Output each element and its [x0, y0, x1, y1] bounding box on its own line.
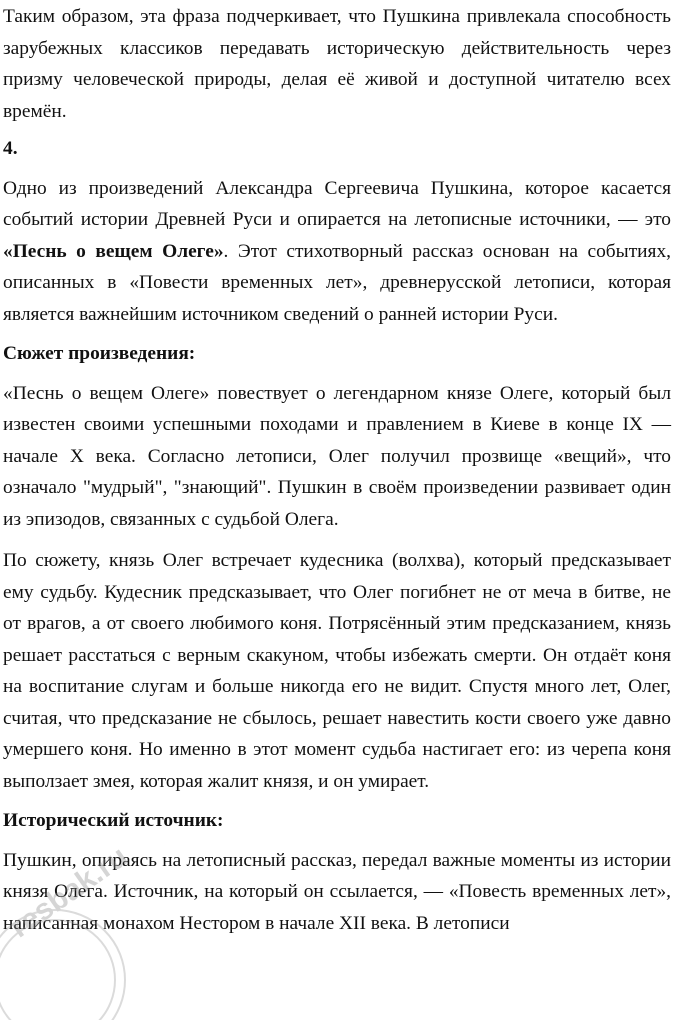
plot-heading: Сюжет произведения:: [3, 343, 196, 364]
source-heading: Исторический источник:: [3, 810, 224, 831]
source-paragraph: Пушкин, опираясь на летописный рассказ, передал важные моменты из истории князя Олега. Источник, на который он ссылается, — «Повесть временных лет», написанная монахом Нестором в начале XII века. В летописи: [3, 849, 671, 934]
section-number: 4.: [3, 138, 18, 159]
intro-paragraph: Таким образом, эта фраза подчеркивает, что Пушкина привлекала способность зарубежных классиков передавать историческую действительность через призму человеческой природы, делая её живой и доступной читателю всех времён.: [3, 6, 671, 122]
song-title-bold: «Песнь о вещем Олеге»: [3, 240, 224, 262]
song-paragraph-text-end: . Этот стихотворный рассказ основан на событиях, описанных в «Повести временных лет», древнерусской летописи, которая является важнейшим источником сведений о ранней истории Руси.: [3, 240, 672, 325]
document-page: [3, 0, 671, 939]
plot-paragraph-2: По сюжету, князь Олег встречает кудесника (волхва), который предсказывает ему судьбу. Кудесник предсказывает, что Олег погибнет не от меча в битве, не от врагов, а от своего любимого коня. Потрясённый этим предсказанием, князь решает расстаться с верным скакуном, чтобы избежать смерти. Он отдаёт коня на воспитание слугам и больше никогда его не видит. Спустя много лет, Олег, считая, что предсказание не сбылось, решает навестить кости своего уже давно умершего коня. Но именно в этот момент судьба настигает его: из черепа коня выползает змея, которая жалит князя, и он умирает.: [3, 550, 671, 792]
song-paragraph-text-start: Одно из произведений Александра Сергеевича Пушкина, которое касается событий истории Древней Руси и опирается на летописные источники, — это: [3, 177, 671, 230]
plot-paragraph-1: «Песнь о вещем Олеге» повествует о легендарном князе Олеге, который был известен своими успешными походами и правлением в Киеве в конце IX — начале X века. Согласно летописи, Олег получил прозвище «вещий», что означало "мудрый", "знающий". Пушкин в своём произведении развивает один из эпизодов, связанных с судьбой Олега.: [3, 382, 671, 530]
song-paragraph: [3, 173, 671, 331]
watermark-text: resbak.ru: [4, 839, 134, 945]
